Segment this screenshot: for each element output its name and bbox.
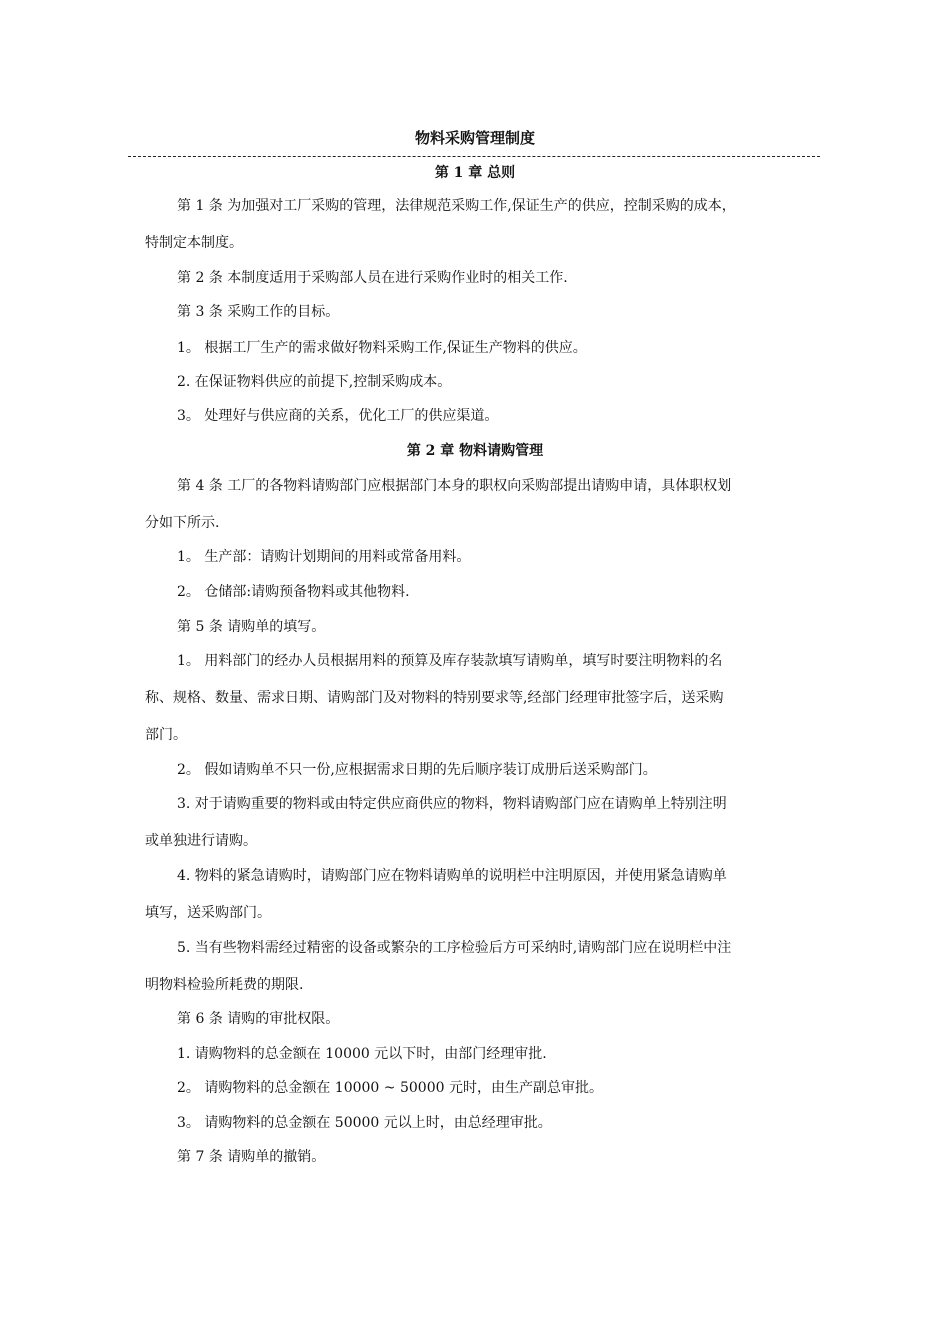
article-1-line-2: 特制定本制度。: [145, 235, 243, 251]
chapter-1-heading: 第 1 章 总则: [434, 165, 516, 181]
article-5-item-2: 2。 假如请购单不只一份,应根据需求日期的先后顺序装订成册后送采购部门。: [177, 762, 657, 778]
article-6: 第 6 条 请购的审批权限。: [177, 1011, 340, 1027]
article-6-item-1: 1. 请购物料的总金额在 10000 元以下时，由部门经理审批.: [177, 1046, 547, 1062]
article-5-item-1-line-2: 称、规格、数量、需求日期、请购部门及对物料的特别要求等,经部门经理审批签字后，送采购: [145, 690, 724, 706]
article-5-item-4-line-2: 填写，送采购部门。: [145, 905, 271, 921]
article-6-item-2: 2。 请购物料的总金额在 10000 ~ 50000 元时，由生产副总审批。: [177, 1080, 603, 1096]
article-5-item-3-line-2: 或单独进行请购。: [145, 833, 257, 849]
article-3-item-1: 1。 根据工厂生产的需求做好物料采购工作,保证生产物料的供应。: [177, 340, 587, 356]
article-5-item-3-line-1: 3. 对于请购重要的物料或由特定供应商供应的物料，物料请购部门应在请购单上特别注明: [177, 796, 727, 812]
article-4-line-1: 第 4 条 工厂的各物料请购部门应根据部门本身的职权向采购部提出请购申请，具体职权划: [177, 478, 732, 494]
document-title: 物料采购管理制度: [414, 129, 535, 147]
title-divider: [128, 156, 820, 157]
article-5: 第 5 条 请购单的填写。: [177, 619, 326, 635]
article-4-item-2: 2。 仓储部:请购预备物料或其他物料.: [177, 584, 410, 600]
article-5-item-1-line-1: 1。 用料部门的经办人员根据用料的预算及库存装款填写请购单，填写时要注明物料的名: [177, 653, 723, 669]
article-5-item-5-line-1: 5. 当有些物料需经过精密的设备或繁杂的工序检验后方可采纳时,请购部门应在说明栏中注: [177, 940, 732, 956]
article-5-item-1-line-3: 部门。: [145, 727, 187, 743]
chapter-2-heading: 第 2 章 物料请购管理: [406, 443, 544, 459]
article-4-line-2: 分如下所示.: [145, 515, 220, 531]
article-5-item-5-line-2: 明物料检验所耗费的期限.: [145, 977, 304, 993]
article-3-item-3: 3。 处理好与供应商的关系，优化工厂的供应渠道。: [177, 408, 499, 424]
article-3-item-2: 2. 在保证物料供应的前提下,控制采购成本。: [177, 374, 452, 390]
article-6-item-3: 3。 请购物料的总金额在 50000 元以上时，由总经理审批。: [177, 1115, 552, 1131]
article-2: 第 2 条 本制度适用于采购部人员在进行采购作业时的相关工作.: [177, 270, 568, 286]
article-5-item-4-line-1: 4. 物料的紧急请购时，请购部门应在物料请购单的说明栏中注明原因，并使用紧急请购单: [177, 868, 727, 884]
article-4-item-1: 1。 生产部：请购计划期间的用料或常备用料。: [177, 549, 471, 565]
article-3: 第 3 条 采购工作的目标。: [177, 304, 340, 320]
article-7: 第 7 条 请购单的撤销。: [177, 1149, 326, 1165]
article-1-line-1: 第 1 条 为加强对工厂采购的管理，法律规范采购工作,保证生产的供应，控制采购的成本，: [177, 198, 736, 214]
